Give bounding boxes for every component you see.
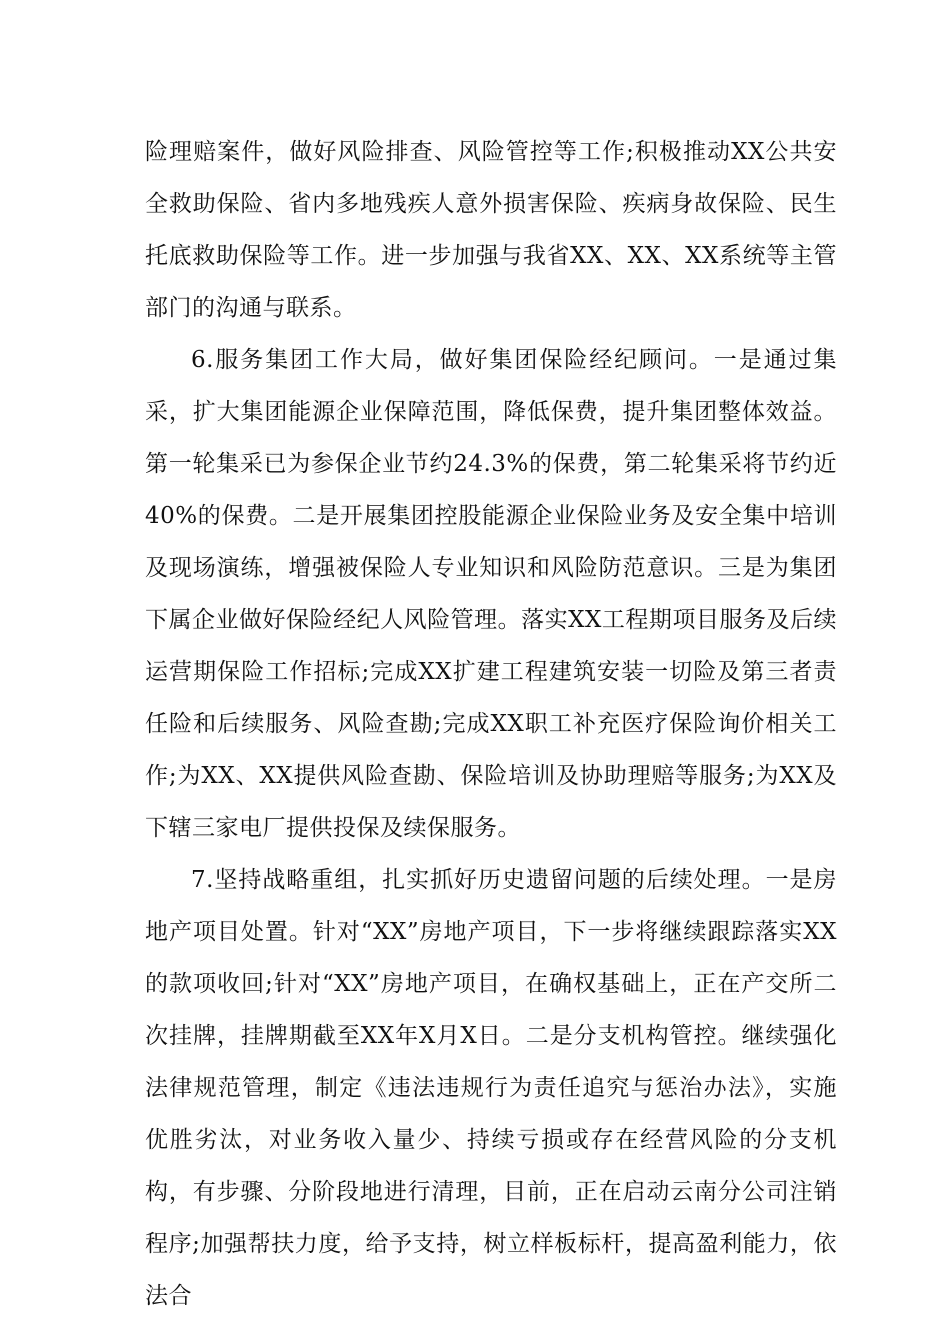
paragraph-item-7: 7.坚持战略重组，扎实抓好历史遗留问题的后续处理。一是房地产项目处置。针对“XX”房地产项目，下一步将继续跟踪落实XX的款项收回;针对“XX”房地产项目，在确权基础上，正在产交所二次挂牌，挂牌期截至XX年X月X日。二是分支机构管控。继续强化法律规范管理，制定《违法违规行为责任追究与惩治办法》，实施优胜劣汰，对业务收入量少、持续亏损或存在经营风险的分支机构，有步骤、分阶段地进行清理，目前，正在启动云南分公司注销程序;加强帮扶力度，给予支持，树立样板标杆，提高盈利能力，依法合 <box>145 867 837 1309</box>
paragraph-continuation: 险理赔案件，做好风险排查、风险管控等工作;积极推动XX公共安全救助保险、省内多地残疾人意外损害保险、疾病身故保险、民生托底救助保险等工作。进一步加强与我省XX、XX、XX系统等主管部门的沟通与联系。 <box>145 139 837 321</box>
paragraph-item-6: 6.服务集团工作大局，做好集团保险经纪顾问。一是通过集采，扩大集团能源企业保障范围，降低保费，提升集团整体效益。第一轮集采已为参保企业节约24.3%的保费，第二轮集采将节约近40%的保费。二是开展集团控股能源企业保险业务及安全集中培训及现场演练，增强被保险人专业知识和风险防范意识。三是为集团下属企业做好保险经纪人风险管理。落实XX工程期项目服务及后续运营期保险工作招标;完成XX扩建工程建筑安装一切险及第三者责任险和后续服务、风险查勘;完成XX职工补充医疗保险询价相关工作;为XX、XX提供风险查勘、保险培训及协助理赔等服务;为XX及下辖三家电厂提供投保及续保服务。 <box>145 347 837 841</box>
document-body <box>145 126 837 1322</box>
